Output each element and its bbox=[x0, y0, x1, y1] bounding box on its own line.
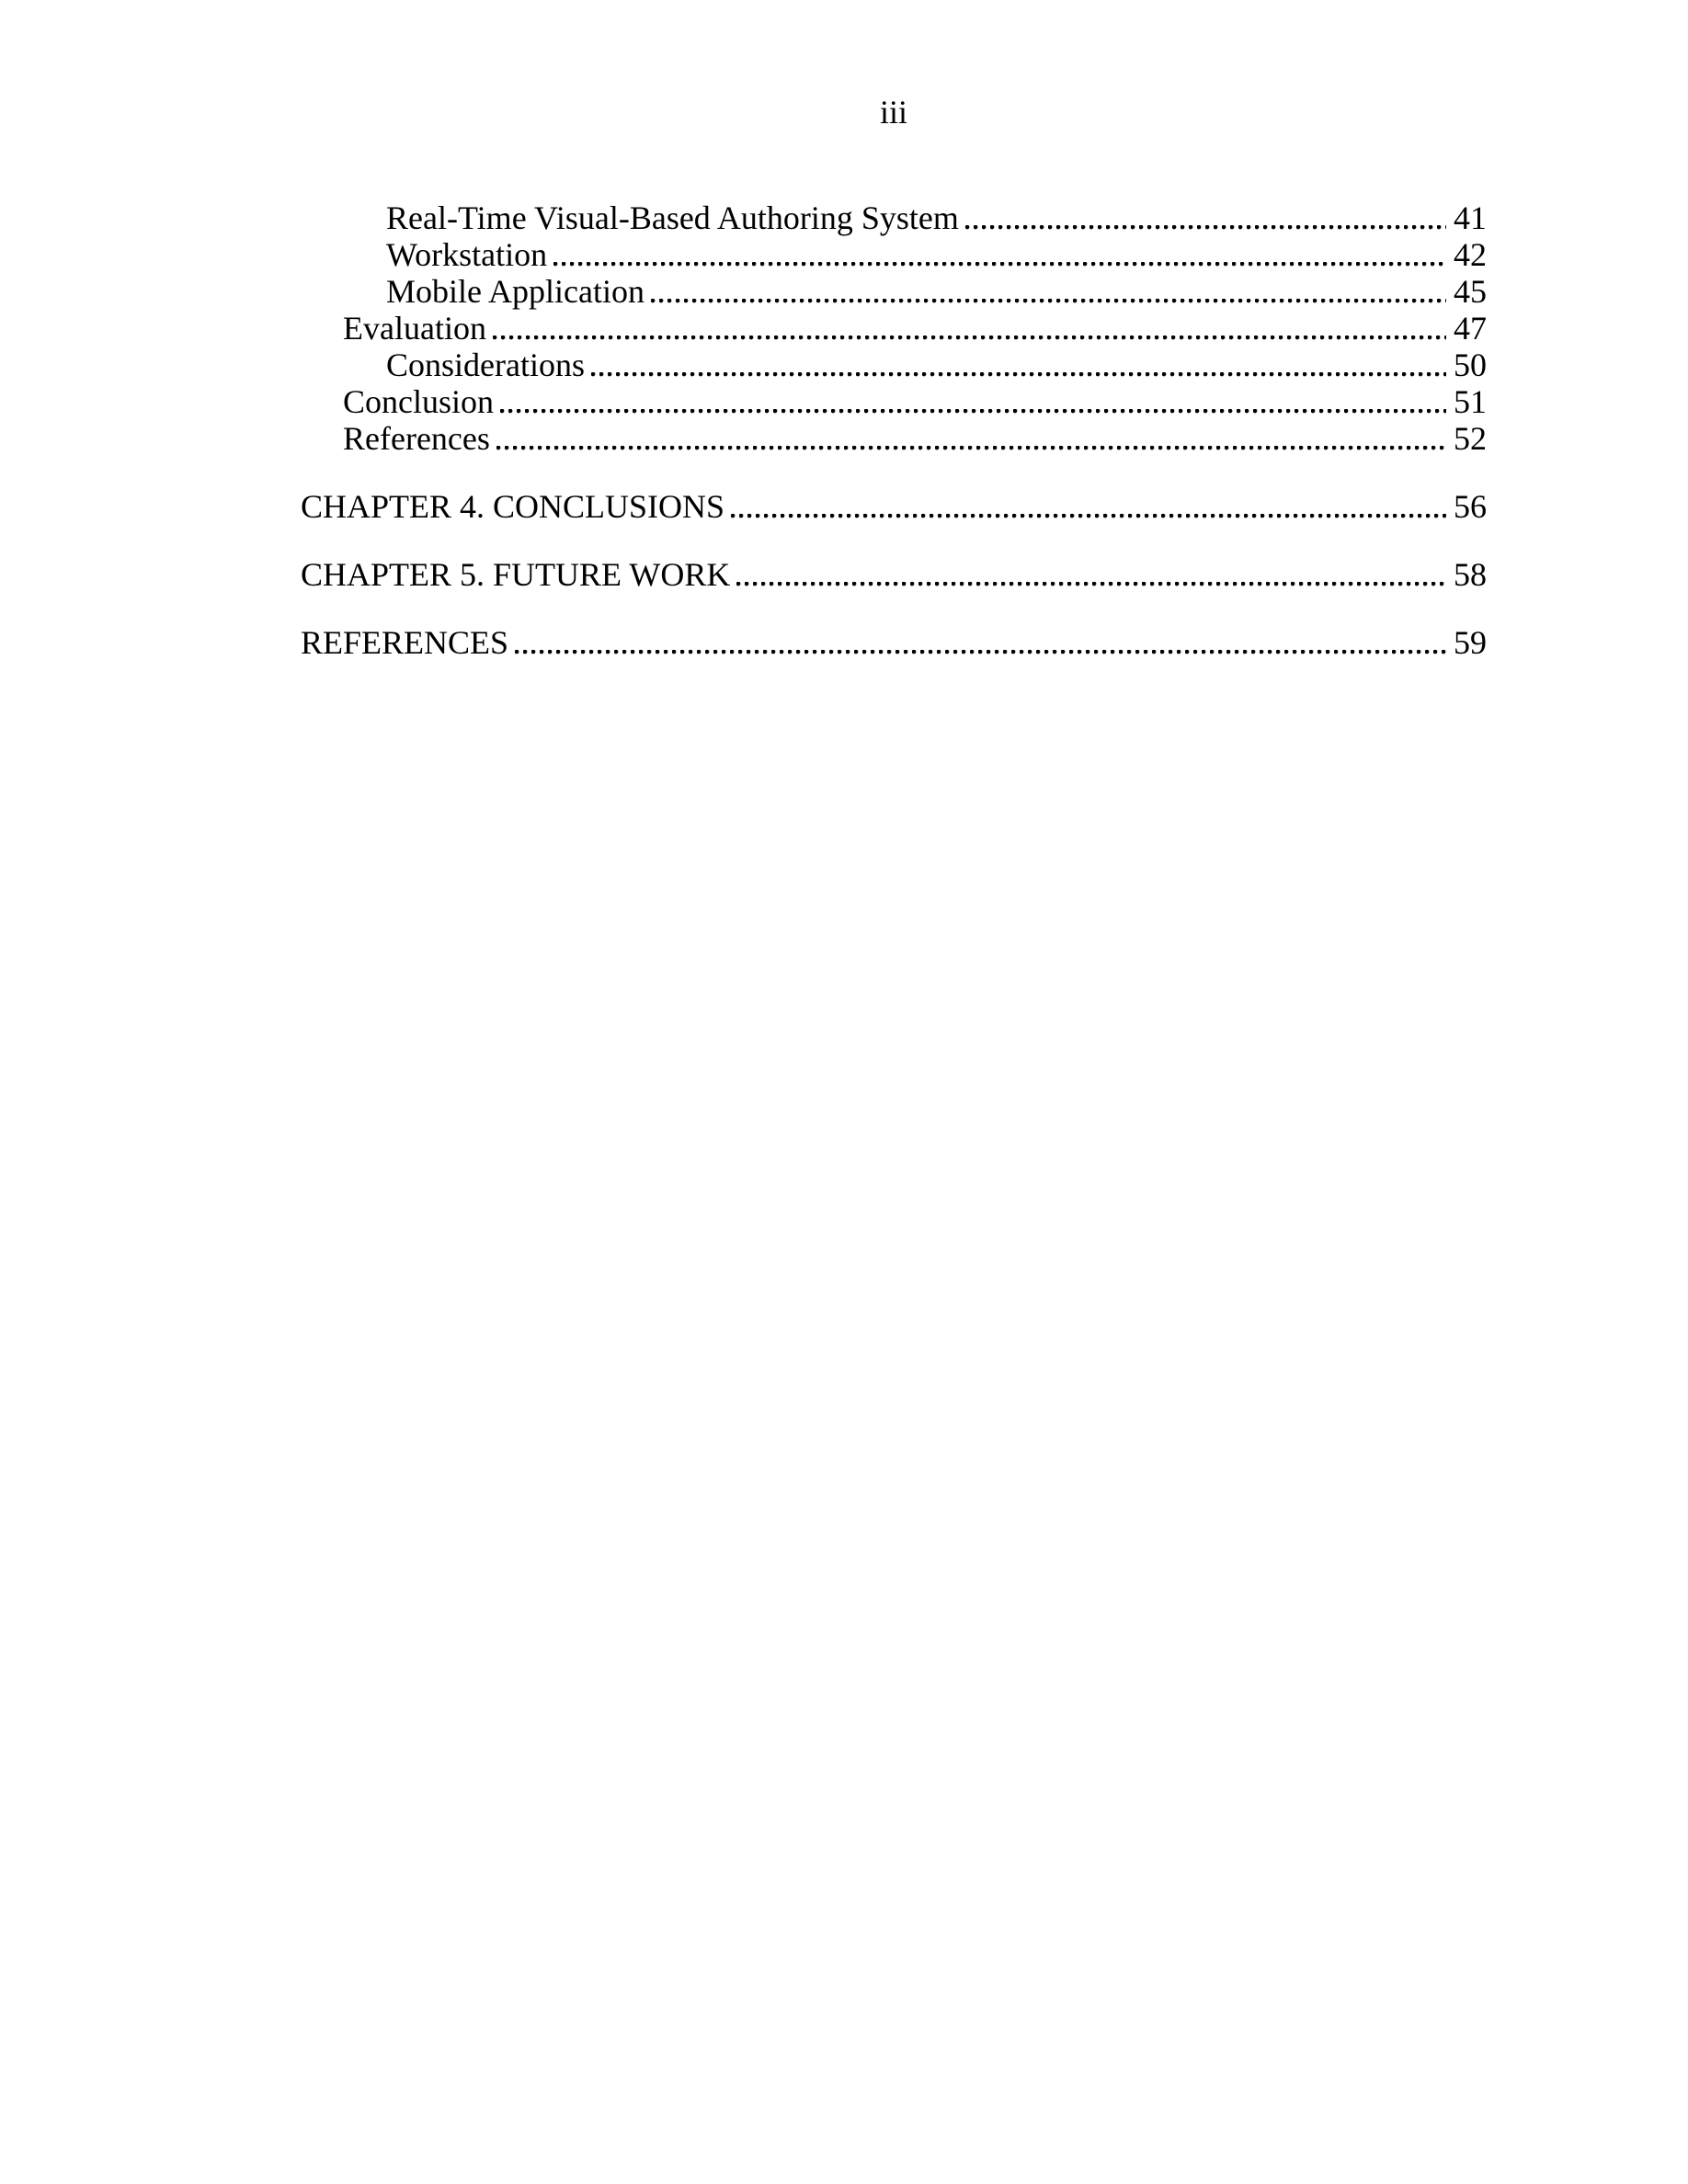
toc-dot-leader bbox=[496, 420, 1446, 457]
toc-entry-label: CHAPTER 4. CONCLUSIONS bbox=[301, 488, 725, 525]
toc-entry-page: 58 bbox=[1454, 556, 1487, 593]
toc-entry-label: Mobile Application bbox=[386, 273, 644, 310]
toc-entry-label: Considerations bbox=[386, 347, 585, 383]
toc-entry-label: Evaluation bbox=[343, 310, 486, 347]
toc-dot-leader bbox=[965, 199, 1446, 236]
toc-entry bbox=[301, 199, 1487, 236]
toc-dot-leader bbox=[493, 310, 1446, 347]
toc-entry-page: 50 bbox=[1454, 347, 1487, 383]
toc-dot-leader bbox=[553, 236, 1446, 273]
toc-entry bbox=[301, 236, 1487, 273]
toc-entry bbox=[301, 273, 1487, 310]
toc-entry-page: 56 bbox=[1454, 488, 1487, 525]
toc-entry bbox=[301, 383, 1487, 420]
toc-entry-page: 41 bbox=[1454, 199, 1487, 236]
toc-entry-page: 51 bbox=[1454, 383, 1487, 420]
page-content bbox=[301, 0, 1487, 661]
toc-entry-page: 59 bbox=[1454, 624, 1487, 661]
page-number-folio: iii bbox=[879, 94, 907, 131]
toc-dot-leader bbox=[731, 488, 1446, 525]
toc-dot-leader bbox=[515, 624, 1446, 661]
toc-dot-leader bbox=[736, 556, 1446, 593]
toc-entry-page: 45 bbox=[1454, 273, 1487, 310]
toc-entry-chapter bbox=[301, 488, 1487, 525]
toc-entry-label: Conclusion bbox=[343, 383, 495, 420]
toc-entry-label: Real-Time Visual-Based Authoring System bbox=[386, 199, 959, 236]
toc-entry-label: Workstation bbox=[386, 236, 548, 273]
toc-entry-chapter bbox=[301, 556, 1487, 593]
table-of-contents bbox=[301, 199, 1487, 661]
toc-entry bbox=[301, 420, 1487, 457]
toc-dot-leader bbox=[651, 273, 1446, 310]
toc-entry-label: REFERENCES bbox=[301, 624, 509, 661]
toc-entry bbox=[301, 310, 1487, 347]
toc-entry-label: References bbox=[343, 420, 490, 457]
toc-entry-chapter bbox=[301, 624, 1487, 661]
toc-entry-page: 52 bbox=[1454, 420, 1487, 457]
toc-entry-page: 47 bbox=[1454, 310, 1487, 347]
toc-entry bbox=[301, 347, 1487, 383]
toc-dot-leader bbox=[591, 347, 1446, 383]
toc-entry-label: CHAPTER 5. FUTURE WORK bbox=[301, 556, 731, 593]
toc-entry-page: 42 bbox=[1454, 236, 1487, 273]
toc-dot-leader bbox=[500, 383, 1446, 420]
